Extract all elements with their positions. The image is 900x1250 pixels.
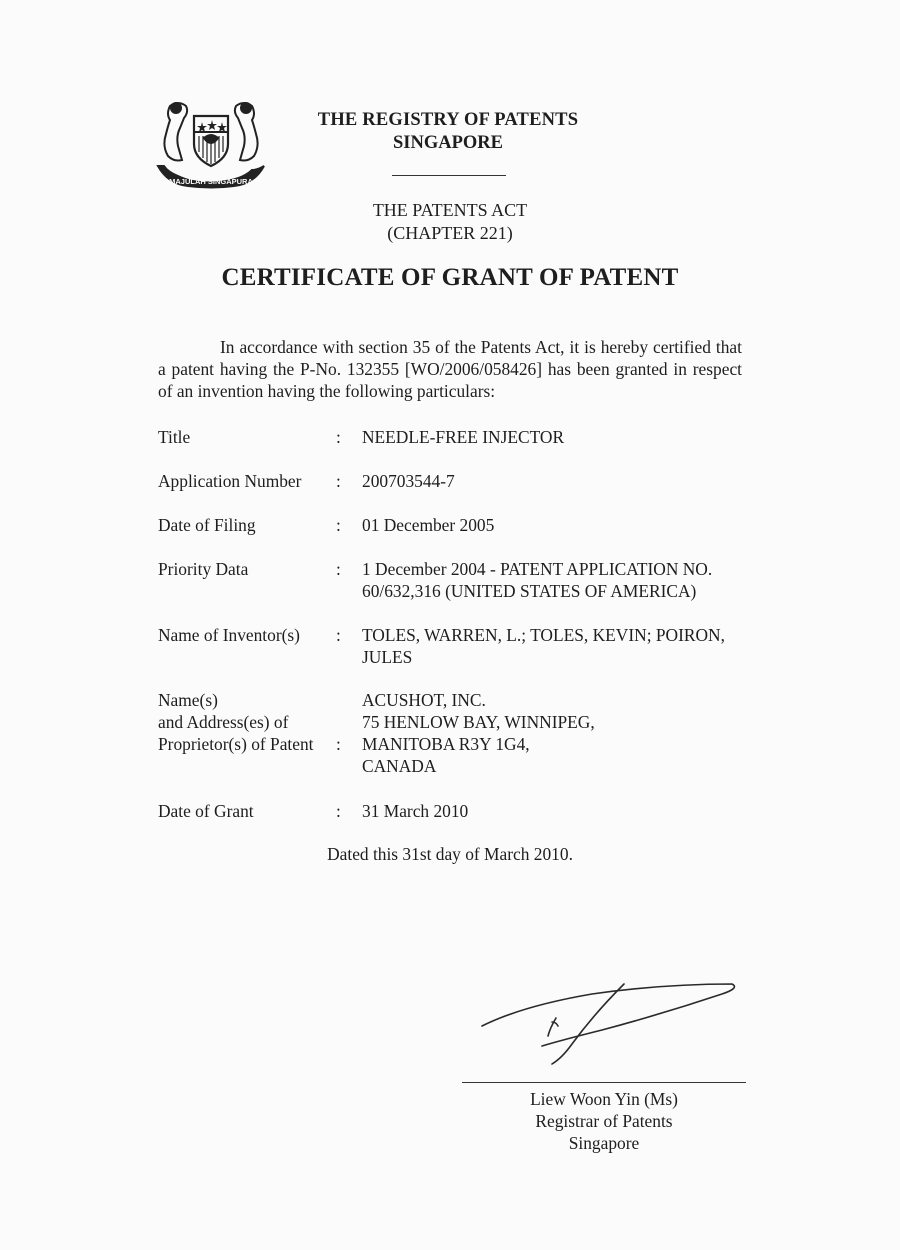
registrar-title: Registrar of Patents: [535, 1111, 673, 1131]
colon: :: [336, 734, 341, 754]
singapore-crest-icon: [152, 96, 270, 192]
particular-value: 31 March 2010: [362, 801, 469, 821]
particular-value: [362, 689, 762, 777]
colon: :: [336, 559, 341, 579]
particular-label: Date of Filing: [158, 515, 256, 535]
label-line: Proprietor(s) of Patent: [158, 734, 314, 754]
particular-label: Title: [158, 427, 191, 447]
value-line: 60/632,316 (UNITED STATES OF AMERICA): [362, 581, 697, 601]
crest-motto: MAJULAH SINGAPURA: [169, 177, 253, 186]
particular-label: Application Number: [158, 471, 302, 491]
registrar-signature: [476, 978, 736, 1068]
header-divider: [392, 175, 506, 176]
particular-label: Date of Grant: [158, 801, 254, 821]
particular-label: Priority Data: [158, 559, 249, 579]
particular-value: 01 December 2005: [362, 515, 495, 535]
value-line: 1 December 2004 - PATENT APPLICATION NO.: [362, 559, 713, 579]
registry-country: SINGAPORE: [393, 133, 503, 153]
act-name: THE PATENTS ACT: [372, 200, 528, 220]
particular-value: 200703544-7: [362, 471, 455, 491]
particular-value: [362, 558, 762, 602]
certificate-intro: In accordance with section 35 of the Patents Act, it is hereby certified that a patent having the P-No. 132355 [WO/2006/058426] has been granted in respect of an invention having the following particulars:: [158, 337, 742, 401]
dated-line: Dated this 31st day of March 2010.: [327, 844, 573, 864]
value-line: TOLES, WARREN, L.; TOLES, KEVIN; POIRON,: [362, 625, 725, 645]
registrar-place: Singapore: [568, 1133, 640, 1153]
value-line: JULES: [362, 647, 413, 667]
registry-name: THE REGISTRY OF PATENTS: [317, 110, 579, 130]
label-line: and Address(es) of: [158, 712, 289, 732]
value-line: ACUSHOT, INC.: [362, 690, 486, 710]
colon: :: [336, 625, 341, 645]
signature-line: [462, 1082, 746, 1083]
colon: :: [336, 471, 341, 491]
particular-value: [362, 624, 782, 668]
certificate-title: CERTIFICATE OF GRANT OF PATENT: [221, 264, 679, 291]
label-line: Name(s): [158, 690, 218, 710]
particular-label: Name of Inventor(s): [158, 625, 300, 645]
value-line: 75 HENLOW BAY, WINNIPEG,: [362, 712, 595, 732]
particular-value: NEEDLE-FREE INJECTOR: [362, 427, 565, 447]
act-chapter: (CHAPTER 221): [387, 223, 513, 243]
registrar-name: Liew Woon Yin (Ms): [530, 1089, 678, 1109]
value-line: CANADA: [362, 756, 437, 776]
value-line: MANITOBA R3Y 1G4,: [362, 734, 530, 754]
colon: :: [336, 427, 341, 447]
colon: :: [336, 515, 341, 535]
particular-label: [158, 689, 338, 755]
colon: :: [336, 801, 341, 821]
